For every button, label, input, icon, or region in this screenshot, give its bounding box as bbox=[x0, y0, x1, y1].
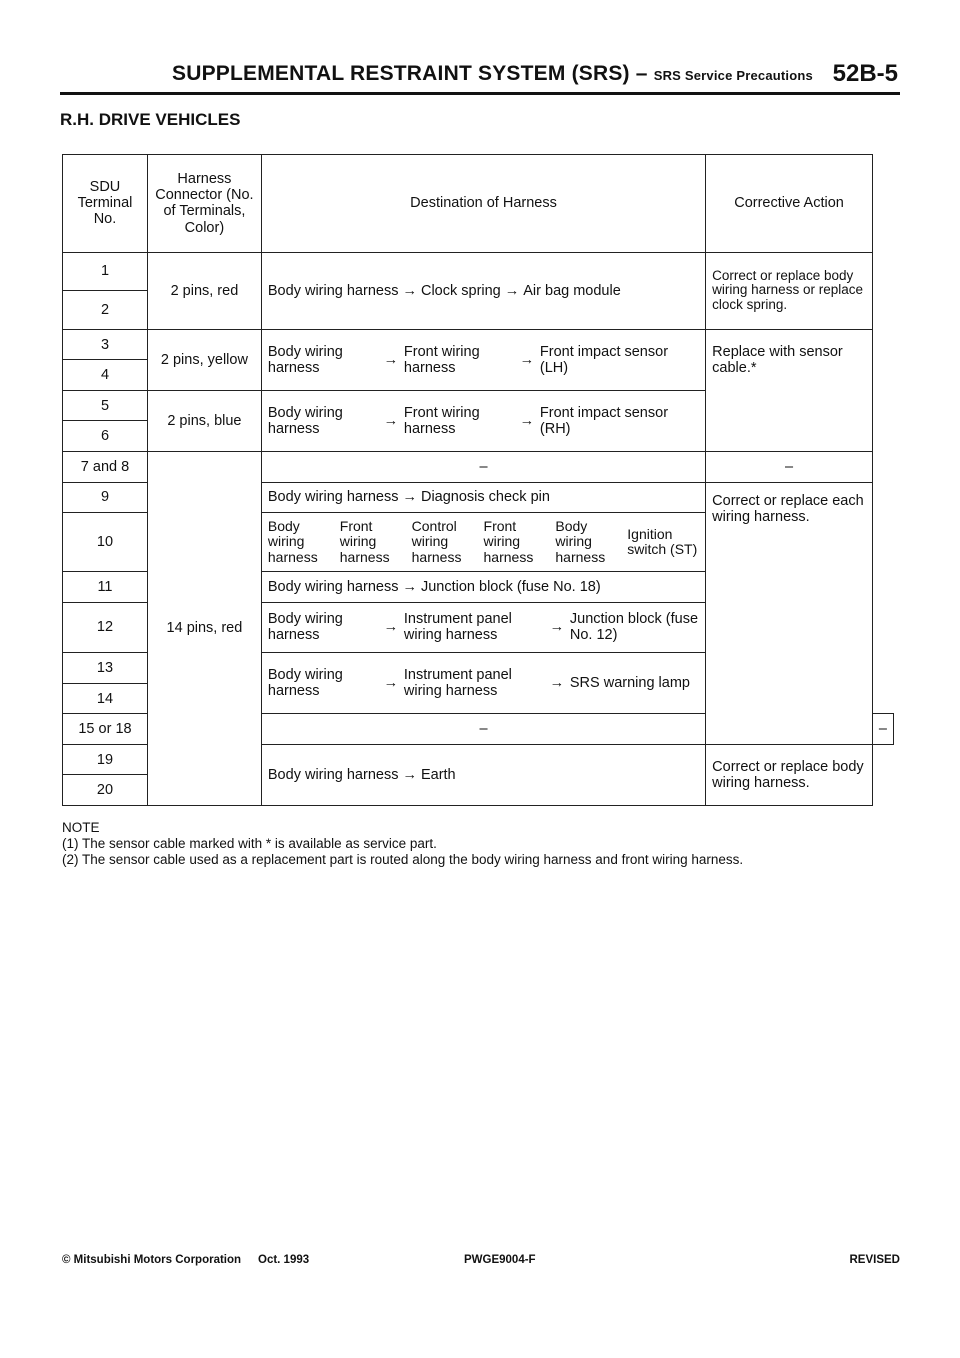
page-number: 52B-5 bbox=[832, 60, 898, 87]
terminal-cell: 13 bbox=[63, 653, 148, 684]
footer-date: Oct. 1993 bbox=[258, 1254, 310, 1266]
notes-block bbox=[62, 820, 743, 868]
dest-item: Control wiring harness bbox=[411, 517, 462, 565]
footer-status: REVISED bbox=[849, 1254, 900, 1266]
dest-item: Body wiring harness bbox=[267, 766, 399, 783]
arrow-icon: → bbox=[383, 412, 399, 429]
action-cell: Correct or replace body wiring harness or replace clock spring. bbox=[706, 252, 873, 329]
dest-item: Air bag module bbox=[523, 282, 621, 299]
arrow-icon: → bbox=[549, 675, 565, 692]
header-rule bbox=[60, 92, 900, 95]
terminal-cell: 5 bbox=[63, 390, 148, 421]
arrow-icon: → bbox=[402, 489, 417, 506]
dest-item: Body wiring harness bbox=[267, 343, 343, 376]
destination-cell bbox=[261, 329, 705, 390]
dest-item: Junction block (fuse No. 12) bbox=[569, 611, 699, 644]
connector-cell: 14 pins, red bbox=[147, 451, 261, 805]
header-destination: Destination of Harness bbox=[261, 155, 705, 253]
table-row bbox=[63, 252, 894, 291]
arrow-icon: → bbox=[402, 282, 417, 299]
note-heading: NOTE bbox=[62, 820, 100, 835]
arrow-icon: → bbox=[402, 578, 417, 595]
table-row bbox=[63, 329, 894, 360]
arrow-icon: → bbox=[383, 675, 399, 692]
dest-item: Front impact sensor (RH) bbox=[539, 404, 669, 437]
header-title-main: SUPPLEMENTAL RESTRAINT SYSTEM (SRS) – bbox=[172, 62, 648, 85]
terminal-cell: 4 bbox=[63, 360, 148, 391]
arrow-icon: → bbox=[519, 412, 535, 429]
connector-cell: 2 pins, blue bbox=[147, 390, 261, 451]
dest-item: Body wiring harness bbox=[267, 667, 343, 700]
dest-item: Body wiring harness bbox=[555, 517, 606, 565]
header-sdu-terminal: SDU Terminal No. bbox=[63, 155, 148, 253]
destination-cell: – bbox=[261, 714, 705, 745]
action-cell: Replace with sensor cable.* bbox=[706, 329, 873, 451]
destination-cell bbox=[261, 390, 705, 451]
terminal-cell: 7 and 8 bbox=[63, 451, 148, 482]
destination-cell bbox=[261, 653, 705, 714]
destination-cell bbox=[261, 572, 705, 603]
action-cell: – bbox=[872, 714, 893, 745]
header-subtitle: SRS Service Precautions bbox=[653, 68, 813, 83]
dest-item: Instrument panel wiring harness bbox=[403, 667, 512, 700]
destination-cell bbox=[261, 482, 705, 513]
dest-item: Body wiring harness bbox=[267, 611, 343, 644]
dest-item: SRS warning lamp bbox=[569, 675, 690, 692]
arrow-icon: → bbox=[519, 351, 535, 368]
terminal-cell: 2 bbox=[63, 291, 148, 330]
dest-item: Front impact sensor (LH) bbox=[539, 343, 669, 376]
destination-cell bbox=[261, 602, 705, 653]
header-title bbox=[172, 62, 813, 86]
section-title: R.H. DRIVE VEHICLES bbox=[60, 110, 241, 129]
footer-copyright: © Mitsubishi Motors Corporation bbox=[62, 1254, 242, 1266]
arrow-icon: → bbox=[383, 619, 399, 636]
terminal-cell: 20 bbox=[63, 775, 148, 806]
terminal-cell: 6 bbox=[63, 421, 148, 452]
note-item: (2) The sensor cable used as a replacement part is routed along the body wiring harness and front wiring harness. bbox=[62, 851, 744, 867]
dest-item: Junction block (fuse No. 18) bbox=[420, 578, 601, 595]
destination-cell: – bbox=[261, 451, 705, 482]
action-cell: Correct or replace each wiring harness. bbox=[706, 482, 873, 744]
terminal-cell: 15 or 18 bbox=[63, 714, 148, 745]
terminal-cell: 3 bbox=[63, 329, 148, 360]
footer-code: PWGE9004-F bbox=[464, 1254, 536, 1266]
dest-item: Ignition switch (ST) bbox=[627, 525, 698, 557]
dest-item: Front wiring harness bbox=[483, 517, 534, 565]
arrow-icon: → bbox=[402, 766, 417, 783]
dest-item: Front wiring harness bbox=[339, 517, 390, 565]
dest-item: Body wiring harness bbox=[267, 489, 399, 506]
terminal-cell: 14 bbox=[63, 683, 148, 714]
page-header bbox=[60, 62, 900, 96]
dest-item: Body wiring harness bbox=[267, 404, 343, 437]
arrow-icon: → bbox=[504, 282, 520, 299]
note-item: (1) The sensor cable marked with * is available as service part. bbox=[62, 835, 437, 851]
destination-cell bbox=[261, 513, 705, 572]
arrow-icon: → bbox=[383, 351, 399, 368]
dest-item: Front wiring harness bbox=[403, 404, 480, 437]
dest-item: Diagnosis check pin bbox=[420, 489, 550, 506]
terminal-cell: 12 bbox=[63, 602, 148, 653]
destination-cell bbox=[261, 252, 705, 329]
dest-item: Earth bbox=[420, 766, 456, 783]
terminal-cell: 10 bbox=[63, 513, 148, 572]
dest-item: Front wiring harness bbox=[403, 343, 480, 376]
action-cell: – bbox=[706, 451, 873, 482]
dest-item: Clock spring bbox=[420, 282, 501, 299]
srs-harness-table bbox=[62, 154, 894, 806]
dest-item: Body wiring harness bbox=[267, 282, 399, 299]
dest-item: Instrument panel wiring harness bbox=[403, 611, 512, 644]
terminal-cell: 9 bbox=[63, 482, 148, 513]
header-harness-connector: Harness Connector (No. of Terminals, Color) bbox=[147, 155, 261, 253]
terminal-cell: 11 bbox=[63, 572, 148, 603]
connector-cell: 2 pins, red bbox=[147, 252, 261, 329]
terminal-cell: 1 bbox=[63, 252, 148, 291]
arrow-icon: → bbox=[549, 619, 565, 636]
table-header-row bbox=[63, 155, 894, 253]
dest-item: Body wiring harness bbox=[267, 517, 318, 565]
terminal-cell: 19 bbox=[63, 744, 148, 775]
connector-cell: 2 pins, yellow bbox=[147, 329, 261, 390]
dest-item: Body wiring harness bbox=[267, 578, 399, 595]
action-cell: Correct or replace body wiring harness. bbox=[706, 744, 873, 805]
table-row bbox=[63, 451, 894, 482]
destination-cell bbox=[261, 744, 705, 805]
header-corrective-action: Corrective Action bbox=[706, 155, 873, 253]
